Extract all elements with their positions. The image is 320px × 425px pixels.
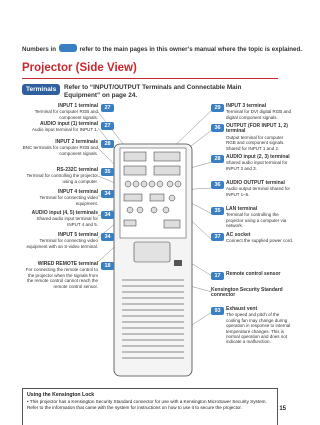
page-badge: 34	[101, 233, 114, 241]
label-exhaust-vent: Exhaust vent The speed and pitch of the cooling fan may change during operation in response to internal temperature changes. This is normal operation and does not indicate a malfunction.	[226, 306, 291, 345]
label-input4: INPUT 4 terminal Terminal for connecting video equipment.	[39, 189, 98, 206]
top-note: Numbers in refer to the main pages in this owner’s manual where the topic is explained.	[22, 46, 302, 53]
label-kensington: Kensington Security Standard connector	[211, 287, 283, 299]
label-input5: INPUT 5 terminal Terminal for connecting video equipment with an S-video terminal.	[26, 232, 98, 249]
page-badge: 36	[211, 124, 224, 132]
kensington-body: • This projector has a Kensington Security Standard connector for use with a Kensington MicroSaver Security System. Refer to the information that came with the system for instructions on how to use it to secure the projector.	[27, 399, 267, 410]
label-output: OUTPUT (FOR INPUT 1, 2) terminal Output terminal for computer RGB and component signals. Shared for INPUT 1 and 2.	[226, 123, 288, 151]
projector-side-illustration	[104, 140, 200, 380]
label-audio-in-2-3: AUDIO input (2, 3) terminal Shared audio input terminal for INPUT 2 and 3.	[226, 154, 290, 171]
label-rs232c: RS-232C terminal Terminal for controlling the projector using a computer.	[26, 167, 98, 184]
label-audio-in-1: AUDIO input (1) terminal Audio input terminal for INPUT 1.	[32, 121, 98, 133]
page-badge: 29	[211, 104, 224, 112]
page-badge: 34	[101, 211, 114, 219]
page-badge: 27	[101, 122, 114, 130]
label-ac-socket: AC socket Connect the supplied power cord.	[226, 232, 294, 244]
kensington-title: Using the Kensington Lock	[27, 392, 95, 398]
label-input2: INPUT 2 terminals BNC terminals for computer RGB and component signals.	[22, 139, 98, 156]
page-badge: 36	[211, 181, 224, 189]
label-lan: LAN terminal Terminal for controlling the projector using a computer via network.	[226, 206, 287, 229]
page-badge: 18	[101, 262, 114, 270]
page-badge: 28	[211, 155, 224, 163]
label-audio-output: AUDIO OUTPUT terminal Audio output terminal shared for INPUT 1–5.	[226, 180, 291, 197]
label-input1: INPUT 1 terminal Terminal for computer RGB and component signals.	[34, 103, 98, 120]
terminals-tag: Terminals	[22, 84, 60, 95]
page-badge: 35	[211, 207, 224, 215]
label-remote-sensor: Remote control sensor	[226, 271, 281, 277]
terminals-reference: Refer to “INPUT/OUTPUT Terminals and Connectable Main Equipment” on page 24.	[64, 84, 242, 99]
page-badge: 34	[101, 190, 114, 198]
page-badge: 35	[101, 168, 114, 176]
label-wired-remote: WIRED REMOTE terminal For connecting the remote control to the projector when the signals from the remote control cannot reach the remote control sensor.	[25, 261, 98, 289]
label-audio-in-4-5: AUDIO input (4, 5) terminals Shared audio input terminal for INPUT 4 and 5.	[31, 210, 98, 227]
page-badge: 37	[211, 233, 224, 241]
page-title: Projector (Side View)	[22, 62, 137, 74]
page-badge: 27	[101, 104, 114, 112]
label-input3: INPUT 3 terminal Terminal for DVI digital RGB and digital component signals.	[226, 103, 292, 120]
page-badge: 93	[211, 307, 224, 315]
page-number: 15	[279, 406, 286, 412]
page-badge: 17	[211, 272, 224, 280]
kensington-info-box	[22, 388, 278, 425]
page-badge: 28	[101, 140, 114, 148]
